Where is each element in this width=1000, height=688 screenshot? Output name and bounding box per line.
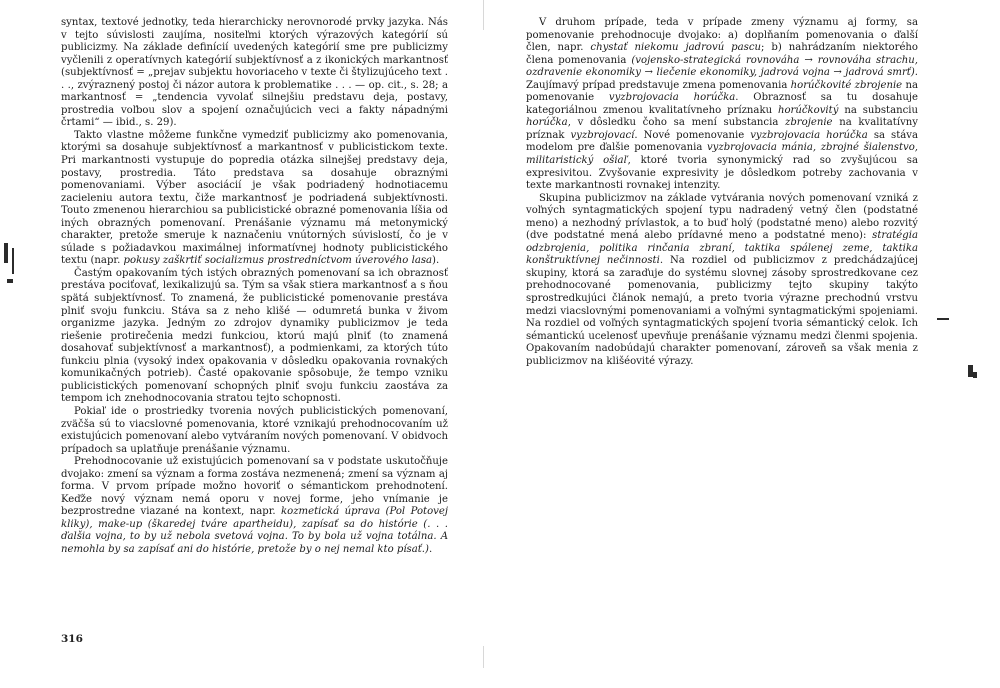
text-run: .: [428, 543, 433, 555]
text-run: ).: [432, 255, 440, 267]
left-page-text: [61, 17, 448, 557]
right-paragraph-2: [526, 193, 918, 369]
text-run: Častým opakovaním tých istých obrazných pomenovaní sa ich obraznosť prestáva pociťovať, lexikalizujú sa. Tým sa však stiera markantnosť a s ňou spätá subjektívnosť. To znamená, že publicistické pomenovanie prestáva plniť svoju funkciu. Stáva sa z neho klišé — odumretá bunka v živom organizme jazyka. Jedným zo zdrojov dynamiky publicizmov je teda riešenie protirečenia medzi funkciou, ktorú majú plniť (to znamená dosahovať subjektívnosť a markantnosť), a podmienkami, za ktorých túto funkciu plnia (vysoký index opakovania v dôsledku opakovania rovnakých komunikačných potrieb). Časté opakovanie spôsobuje, že tempo vzniku publicistických pomenovaní schopných plniť svoju funkciu zaostáva za tempom ich znehodnocovania stratou tejto schopnosti.: [61, 267, 448, 405]
italic-term: horúčka: [526, 117, 568, 129]
italic-term: horúčkovitý: [777, 104, 839, 116]
text-run: Prehodnocovanie už existujúcich pomenovaní sa v podstate uskutočňuje dvojako: zmení sa význam a forma zostáva nezmenená; zmení sa význam aj forma. V prvom prípade možno hovoriť o sémantickom prehodnotení. Keďže nový význam nemá oporu v novej forme, jeho vnímanie je bezprostredne viazané na kontext, napr.: [61, 456, 448, 518]
text-run: , ktoré tvoria synonymický rad so zvyšujúcou sa expresivitou. Zvyšovanie expresivity je dôsledkom potreby zachovania v texte markantnosti rovnakej intenzity.: [526, 155, 918, 192]
italic-term: chystať niekomu jadrovú pascu: [590, 42, 761, 54]
text-run: . Nové pomenovanie: [634, 129, 751, 141]
text-run: V druhom prípade, teda v prípade zmeny významu aj formy, sa pomenovanie prehodnocuje dvojako: a) doplňaním pomenovania o ďalší člen, napr.: [526, 17, 918, 54]
text-run: na substanciu: [838, 104, 919, 116]
gutter-line-bottom: [483, 646, 484, 668]
scan-mark-left-3: [7, 279, 13, 283]
italic-term: kozmetická úprava (Pol Potovej kliky), make-up (škaredej tváre apartheidu), zapísať sa do histórie (. . . ďalšia vojna, to by už nebola svetová vojna. To by bola už vojna totálna. A nemohla by sa zapísať ani do histórie, pretože by o nej nemal kto písať.): [61, 506, 448, 555]
left-paragraph-5: [61, 456, 448, 556]
scan-mark-right-3: [973, 372, 977, 378]
left-paragraph-1: [61, 17, 448, 130]
italic-term: vyzbrojovacia horúčka: [608, 92, 736, 104]
text-run: sa stáva modelom pre ďalšie pomenovania: [526, 129, 918, 154]
text-run: na kvalitatívny príznak: [526, 117, 918, 141]
right-page-text: [526, 17, 918, 368]
text-run: Skupina publicizmov na základe vytvárania nových pomenovaní vzniká z voľných syntagmatických spojení typu nadradený vetný člen (podstatné meno) a nezhodný prívlastok, a to buď holý (podstatné meno) alebo rozvitý (dve podstatné mená alebo prídavné meno a podstatné meno):: [526, 192, 918, 242]
italic-term: zbrojenie: [785, 117, 833, 129]
text-run: Takto vlastne môžeme funkčne vymedziť publicizmy ako pomenovania, ktorými sa dosahuje subjektívnosť a markantnosť v publicistickom texte. Pri markantnosti vystupuje do popredia otázka silnejšej predstavy deja, postavy, prostredia. Táto predstava sa dosahuje obraznými pomenovaniami. Výber asociácií je však podriadený hodnotiacemu zacieleniu autora textu, čiže markantnosť je podriadená subjektívnosti. Touto zmenenou hierarchiou sa publicistické obrazné pomenovania líšia od iných obrazných pomenovaní. Prenášanie významu má metonymický charakter, pretože smeruje k naznačeniu vnútorných súvislostí, čo je v súlade s požiadavkou maximálnej informatívnej hodnoty publicistického textu (napr.: [61, 129, 448, 267]
scan-mark-left-1: [4, 243, 8, 263]
text-run: . Na rozdiel od publicizmov z predchádzajúcej skupiny, ktorá sa zaraďuje do systému slovnej zásoby sprostredkovane cez prehodnocované pomenovania, publicizmy tejto skupiny takýto sprostredkujúci článok nemajú, a preto tvoria výrazne prechodnú vrstvu medzi viacslovnými pomenovaniami a voľnými syntagmatickými spojeniami. Na rozdiel od voľných syntagmatických spojení tvoria sémantický celok. Ich sémantickú ucelenosť upevňuje prenášanie významu medzi členmi spojenia. Opakovaním nadobúdajú charakter pomenovaní, zároveň sa však menia z publicizmov na klišéovité výrazy.: [526, 255, 918, 367]
scan-mark-right-1: [937, 318, 949, 320]
left-page: [0, 0, 485, 688]
text-run: syntax, textové jednotky, teda hierarchicky nerovnorodé prvky jazyka. Nás v tejto súvislosti zaujíma, nositeľmi ktorých výrazových kategórií sú publicizmy. Na základe definícií uvedených kategórií sme pre publicizmy vyčlenili z operatívnych kategórií subjektívnosť a z ikonických markantnosť (subjektívnosť = „prejav subjektu hovoriaceho v texte či štylizujúceho text . . ., zvýraznený postoj či názor autora k problematike . . . — op. cit., s. 28; a markantnosť = „tendencia vyvolať silnejšiu predstavu deja, postavy, prostredia voľbou slov a spojení označujúcich veci a fakty nápadnými črtami“ — ibid., s. 29).: [61, 17, 448, 129]
left-paragraph-3: [61, 268, 448, 406]
gutter-line-top: [483, 0, 484, 30]
text-run: , v dôsledku čoho sa mení substancia: [567, 117, 786, 129]
italic-term: stratégia odzbrojenia, politika rinčania zbraní, taktika spálenej zeme, taktika konštruktívnej nečinnosti: [526, 230, 918, 267]
text-run: . Obraznosť sa tu dosahuje kategoriálnou zmenou kvalitatívneho príznaku: [526, 92, 919, 116]
text-run: na pomenovanie: [526, 79, 918, 104]
italic-term: horúčkovité zbrojenie: [790, 79, 903, 91]
italic-term: pokusy zaškrtiť socializmus prostredníctvom úverového lasa: [123, 255, 433, 267]
text-run: ; b) nahrádzaním niektorého člena pomenovania: [526, 42, 918, 66]
italic-term: vyzbrojovací: [570, 129, 635, 141]
text-run: . Zaujímavý prípad predstavuje zmena pomenovania: [526, 67, 918, 91]
page-number: 316: [61, 633, 83, 645]
right-page: [485, 0, 1000, 688]
left-paragraph-4: [61, 406, 448, 456]
italic-term: (vojensko-strategická rovnováha → rovnováha strachu, ozdravenie ekonomiky → liečenie ekonomiky, jadrová vojna → jadrová smrť): [526, 54, 918, 79]
left-paragraph-2: [61, 130, 448, 268]
italic-term: vyzbrojovacia mánia, zbrojné šialenstvo, militaristický ošiaľ: [526, 142, 918, 167]
text-run: Pokiaľ ide o prostriedky tvorenia nových publicistických pomenovaní, zväčša sú to viacslovné pomenovania, ktoré vznikajú prehodnocovaním už existujúcich pomenovaní alebo vytváraním nových pomenovaní. V obidvoch prípadoch sa uplatňuje prenášanie významu.: [61, 405, 448, 455]
right-paragraph-1: [526, 17, 918, 193]
scan-mark-left-2: [12, 248, 14, 274]
italic-term: vyzbrojovacia horúčka: [750, 129, 868, 141]
